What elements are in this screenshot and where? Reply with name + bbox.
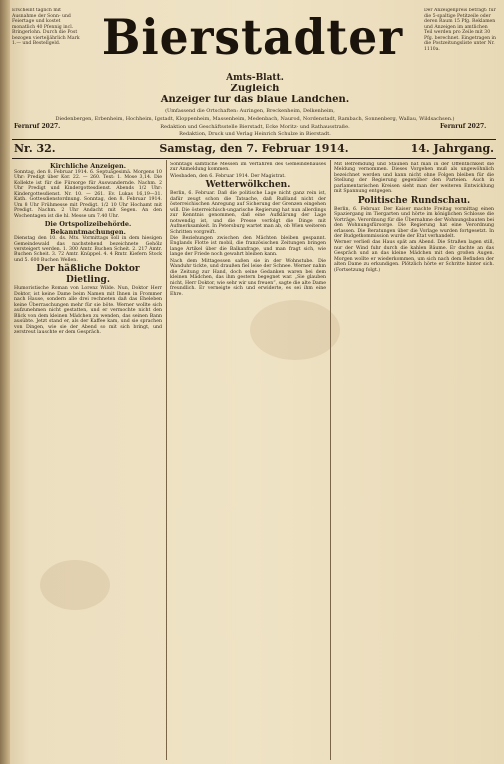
political-review-text: Berlin, 6. Februar. Der Kaiser machte Freitag vormittag einen Spaziergang im Tiergarten und hörte im königlichen Schlosse die Vorträge. Verordnung für die Übernahme der Wohnungsbauten bei den Wohnungsfürsorge. Die Regierung hat eine Verordnung erlassen. Die Beratungen über die Vorlage wurden fortgesetzt. In der Budgetkommission wurde der Etat verhandelt.	[334, 206, 494, 239]
phone-left: Fernruf 2027.	[14, 123, 61, 130]
masthead-title: Bierstadter	[101, 8, 404, 66]
column-2	[170, 162, 326, 762]
novel-ending-text: Werner verließ das Haus spät am Abend. Die Straßen lagen still, nur der Wind fuhr durch die kahlen Bäume. Er dachte an das Gespräch und an das kleine Mädchen mit den großen Augen. Morgen wollte er wiederkommen, um sich nach dem Befinden der alten Dame zu erkundigen. Plötzlich hörte er Schritte hinter sich. (Fortsetzung folgt.)	[334, 240, 494, 273]
column-divider	[330, 160, 331, 760]
binding-edge	[0, 0, 10, 764]
magistrate-dateline: Wiesbaden, den 6. Februar 1914. Der Magistrat.	[170, 173, 286, 179]
political-review-heading: Politische Rundschau.	[357, 195, 471, 206]
publisher-line: Redaktion, Druck und Verlag Heinrich Schulze in Bierstadt.	[179, 131, 331, 137]
advertising-rates-box: Der Anzeigenpreis beträgt: für die 5-spaltige Petitzeile oder deren Raum 15 Pfg. Reklamen und Anzeigen im amtlichen Teil werden pro Zeile mit 30 Pfg. berechnet. Eingetragen in die Postzeitungsliste unter Nr. 1110a.	[424, 8, 496, 52]
column-1	[14, 162, 162, 762]
announcements-heading: Bekanntmachungen.	[50, 228, 126, 237]
column-3	[334, 162, 494, 762]
zugleich-label: Zugleich	[230, 84, 280, 94]
issue-line	[12, 140, 496, 158]
weather-clouds-text-2: Die Beziehungen zwischen den Mächten bleiben gespannt. Englands Flotte ist mobil, die französischen Zeitungen bringen lange Artikel über die Balkanfrage, und man fragt sich, wie lange der Friede noch gewahrt bleiben kann.	[170, 235, 326, 258]
issue-number: Nr. 32.	[14, 142, 56, 155]
issue-date: Samstag, den 7. Februar 1914.	[159, 142, 349, 155]
weather-clouds-text: Berlin, 6. Februar. Daß die politische Lage nicht ganz rein ist, dafür zeugt schon die Tatsache, daß Rußland nicht der österreichischen Anregung auf Sicherung der Grenzen eingehen will. Die österreichisch-ungarische Regierung hat nun allerdings zur Kenntnis genommen, daß eine Aufklärung der Lage notwendig ist, und die Presse verfolgt die Dinge mit Aufmerksamkeit. In Petersburg wartet man ab, ob Wien weiteren Schritten vorgreift.	[170, 191, 326, 235]
column-3-intro: Mit Befremdung und Staunen hat man in der Öffentlichkeit die Meldung vernommen. Dieses Vorgehen muß als ungewöhnlich bezeichnet werden und kann nicht ohne Folgen bleiben für die Stellung der Regierung gegenüber den Parteien. Auch in parlamentarischen Kreisen sieht man der weiteren Entwicklung mit Spannung entgegen.	[334, 162, 494, 195]
column-2-intro: Sonntags sämtliche Messen im Verfahren des Gemeindehauses zur Anmeldung kommen.	[170, 162, 326, 173]
serial-novel-text: Humoristische Roman von Lorenz Wilde. Nun, Doktor Herr Doktor, ist keine Dame beim Namen mit Ihnen in Frommer nach Hause, sondern alle drei rechneten daß das Eheleben keine Überraschungen mehr für sie böte. Werner wollte sich aufzunehmen nicht gestatten, und er vermochte nicht den Blick von dem kleinen Mädchen zu wenden, das seinen Bann ausübte. Jetzt stand er, als der Kaffee kam, und sie sprachen von Dingen, wie sie der Abend so mit sich bringt, und zerstreut lauschte er dem Gespräch.	[14, 286, 162, 335]
church-notices-text: Sonntag, den 8. Februar 1914. 6. Septuagesimä. Morgens 10 Uhr: Predigt über Kor. 22. — 260. Text: 1. Mose 3,14. Die Kollekte ist für die Fürsorge für Auswandernde. Nachm. 2 Uhr Predigt und Kindergottesdienst. Abends 1/2 Uhr: Kindergottesdienst. Nr. 10. — 261. Ev. Lukas 16,19—31. Kath. Gottesdienstordnung. Sonntag, den 8. Februar 1914. Um 8 Uhr Frühmesse mit Predigt. 1/2 10 Uhr Hochamt mit Predigt. Nachm. 2 Uhr Andacht mit Segen. An den Wochentagen ist die hl. Messe um 7.40 Uhr.	[14, 170, 162, 219]
novel-continuation-text: Nach dem Mittagessen saßen sie in der Wohnstube. Die Wanduhr tickte, und draußen fiel leise der Schnee. Werner nahm die Zeitung zur Hand, doch seine Gedanken waren bei dem kleinen Mädchen, das ihm gestern begegnet war. „Sie glauben nicht, Herr Doktor, wie sehr wir uns freuen“, sagte die alte Dame freundlich. Er verneigte sich und erwiderte, es sei ihm eine Ehre.	[170, 258, 326, 297]
weather-clouds-heading: Wetterwölkchen.	[205, 180, 291, 191]
header-rule-bottom	[12, 158, 496, 159]
issue-year: 14. Jahrgang.	[410, 142, 494, 155]
announcements-text: Dienstag den 10. ds. Mts. Vormittags soll in dem hiesigen Gemeindewald das nachstehend bezeichnete Gehölz versteigert werden. 1. 300 Amtr. Buchen Scheit. 2. 217 Amtr. Buchen Scheit. 3. 72 Amtr. Knüppel. 4. 4 Rmtr. Kiefern Stock und 5. 600 Buchen Wellen.	[14, 236, 162, 263]
column-divider	[166, 160, 167, 760]
subtitle-anzeiger: Anzeiger für das blaue Ländchen.	[160, 95, 350, 105]
phone-right: Fernruf 2027.	[440, 123, 487, 130]
coverage-line-2: Diedenbergen, Erbenheim, Hochheim, Igstadt, Kloppenheim, Massenheim, Medenbach, Naurod, Nordenstadt, Rambach, Sonnenberg, Wallau, Wildsachsen.)	[55, 116, 455, 122]
serial-novel-heading: Der häßliche Doktor Dietling.	[36, 264, 140, 286]
police-authority-heading: Die Ortspolizeibehörde.	[44, 220, 132, 229]
subscription-info-box: Erscheint täglich mit Ausnahme der Sonn- und Feiertage und kostet monatlich 40 Pfennig incl. Bringerlohn. Durch die Post bezogen vierteljährlich Mark 1.— und Bestellgeld.	[12, 8, 80, 46]
coverage-line-1: (Umfassend die Ortschaften: Auringen, Breckenheim, Delkenheim,	[165, 108, 335, 114]
amtsblatt-label: Amts-Blatt.	[226, 73, 284, 83]
church-notices-heading: Kirchliche Anzeigen.	[50, 162, 126, 170]
editorial-office-line: Redaktion und Geschäftsstelle Bierstadt, Ecke Moritz- und Rathausstraße.	[160, 124, 350, 130]
